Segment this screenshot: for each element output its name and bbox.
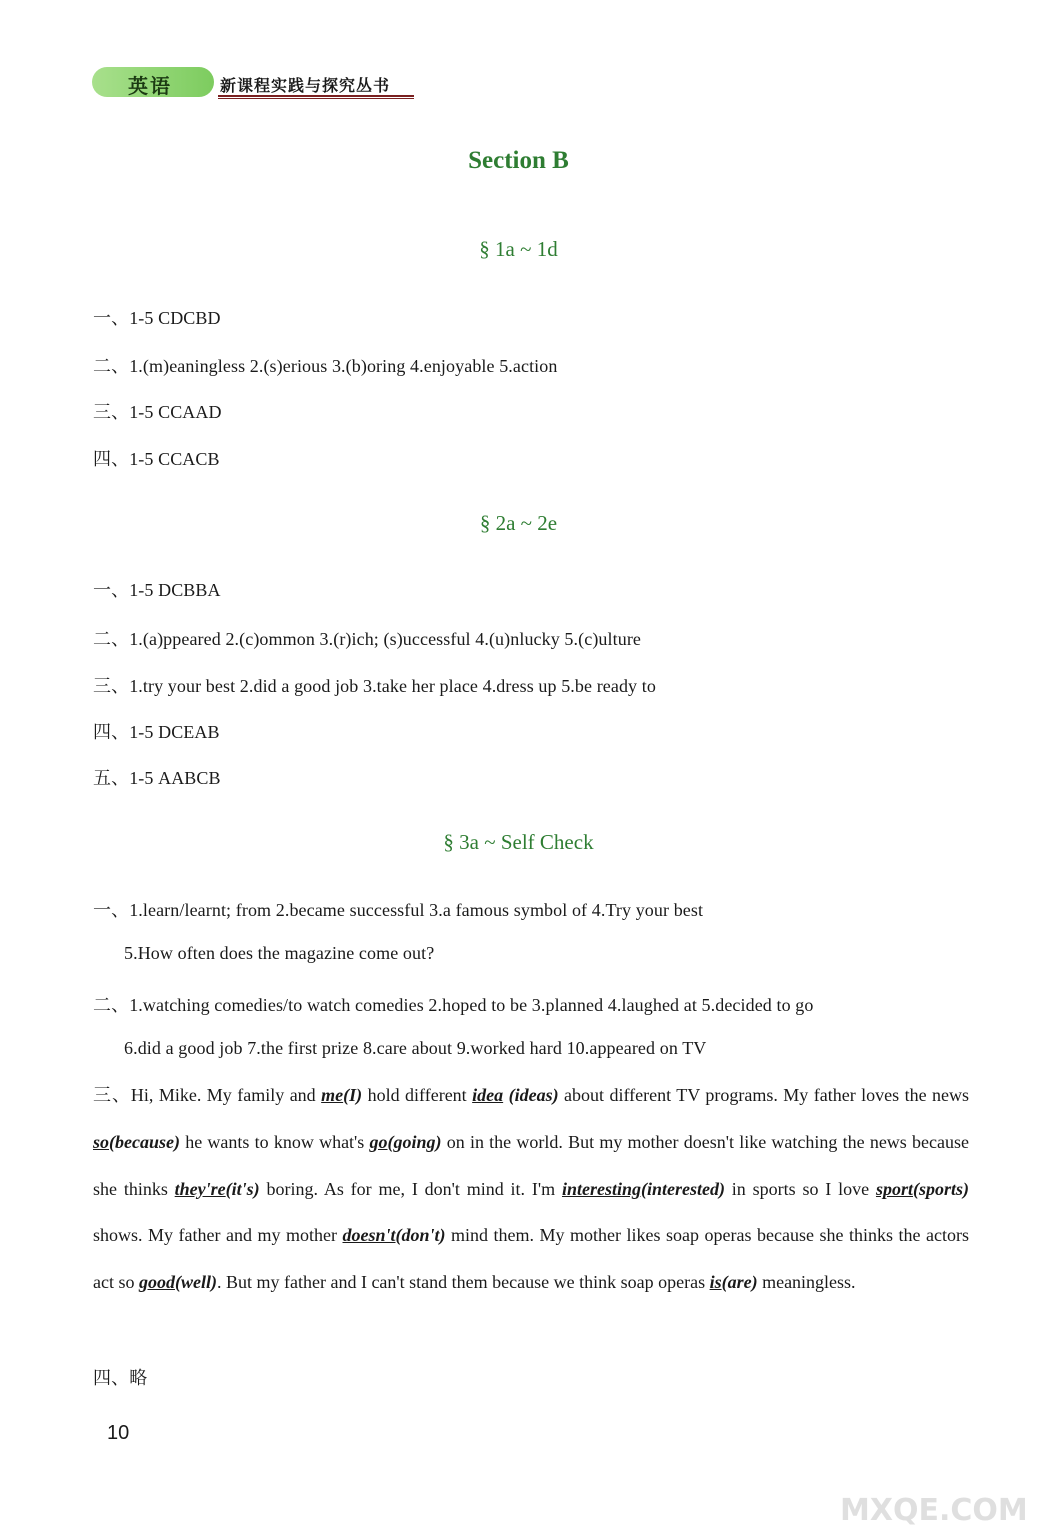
answer-line: 四、1-5 DCEAB xyxy=(93,722,220,742)
correction: (it's) xyxy=(225,1178,260,1199)
wrong-word: idea xyxy=(472,1085,504,1105)
answer-line: 5.How often does the magazine come out? xyxy=(124,943,435,963)
correction: (don't) xyxy=(395,1225,446,1246)
page-title: Section B xyxy=(468,147,569,174)
passage-text: he wants to know what's xyxy=(180,1131,370,1152)
answer-line: 三、1.try your best 2.did a good job 3.take her place 4.dress up 5.be ready to xyxy=(93,676,656,696)
wrong-word: so xyxy=(93,1131,110,1152)
answer-line: 一、1.learn/learnt; from 2.became successful 3.a famous symbol of 4.Try your best xyxy=(93,900,704,920)
page-number: 10 xyxy=(107,1422,130,1444)
correction: (are) xyxy=(721,1272,758,1293)
section-heading-1: § 1a ~ 1d xyxy=(479,237,558,261)
wrong-word: me xyxy=(321,1085,344,1105)
wrong-word: is xyxy=(709,1272,722,1293)
wrong-word: they're xyxy=(174,1178,226,1199)
header-rule xyxy=(218,95,414,97)
error-correction-passage xyxy=(93,1072,969,1306)
subject-label: 英语 xyxy=(128,74,172,98)
answer-line: 三、1-5 CCAAD xyxy=(93,402,222,422)
passage-text: meaningless. xyxy=(757,1272,856,1293)
page-header xyxy=(92,64,422,104)
passage-text: hold different xyxy=(362,1085,473,1105)
passage-prefix: 三、 xyxy=(93,1085,131,1105)
correction: (ideas) xyxy=(503,1085,559,1105)
watermark-text: MXQE.COM xyxy=(840,1493,1028,1528)
header-rule-thin xyxy=(218,98,414,99)
correction: (going) xyxy=(387,1131,442,1152)
correction: (well) xyxy=(174,1272,217,1293)
wrong-word: interesting xyxy=(561,1178,641,1199)
answer-line: 一、1-5 CDCBD xyxy=(93,308,221,328)
section-heading-2: § 2a ~ 2e xyxy=(479,511,558,535)
passage-text: about different TV programs. My father loves the news xyxy=(558,1085,970,1105)
answer-line: 二、1.(m)eaningless 2.(s)erious 3.(b)oring 4.enjoyable 5.action xyxy=(93,356,558,376)
answer-line: 四、1-5 CCACB xyxy=(93,449,220,469)
wrong-word: go xyxy=(369,1131,388,1152)
passage-text: . But my father and I can't stand them because we think soap operas xyxy=(216,1272,710,1293)
correction: (sports) xyxy=(912,1178,969,1199)
correction: (because) xyxy=(109,1131,180,1152)
answer-line: 6.did a good job 7.the first prize 8.care about 9.worked hard 10.appeared on TV xyxy=(124,1038,707,1058)
passage-text: in sports so I love xyxy=(724,1178,876,1199)
section-heading-3: § 3a ~ Self Check xyxy=(443,830,594,854)
passage-text: shows. My father and my mother xyxy=(93,1225,343,1246)
correction: (interested) xyxy=(640,1178,725,1199)
passage-text: on in the world. But my mother doesn't like watching the news because she thinks xyxy=(93,1131,969,1199)
answer-line: 二、1.watching comedies/to watch comedies 2.hoped to be 3.planned 4.laughed at 5.decided to go xyxy=(93,995,814,1015)
watermark-logo xyxy=(830,1430,1030,1530)
wrong-word: sport xyxy=(875,1178,913,1199)
wrong-word: good xyxy=(138,1272,175,1293)
answer-line: 五、1-5 AABCB xyxy=(93,768,221,788)
answer-line-omitted: 四、略 xyxy=(93,1368,148,1388)
answer-line: 一、1-5 DCBBA xyxy=(93,580,221,600)
passage-text: boring. As for me, I don't mind it. I'm xyxy=(259,1178,562,1199)
answer-line: 二、1.(a)ppeared 2.(c)ommon 3.(r)ich; (s)uccessful 4.(u)nlucky 5.(c)ulture xyxy=(93,629,641,649)
passage-text: mind them. My mother likes soap operas because she thinks the actors act so xyxy=(93,1225,969,1293)
wrong-word: doesn't xyxy=(342,1225,396,1246)
correction: (I) xyxy=(343,1085,363,1105)
passage-text: Hi, Mike. My family and xyxy=(130,1085,322,1105)
series-title: 新课程实践与探究丛书 xyxy=(220,76,391,95)
